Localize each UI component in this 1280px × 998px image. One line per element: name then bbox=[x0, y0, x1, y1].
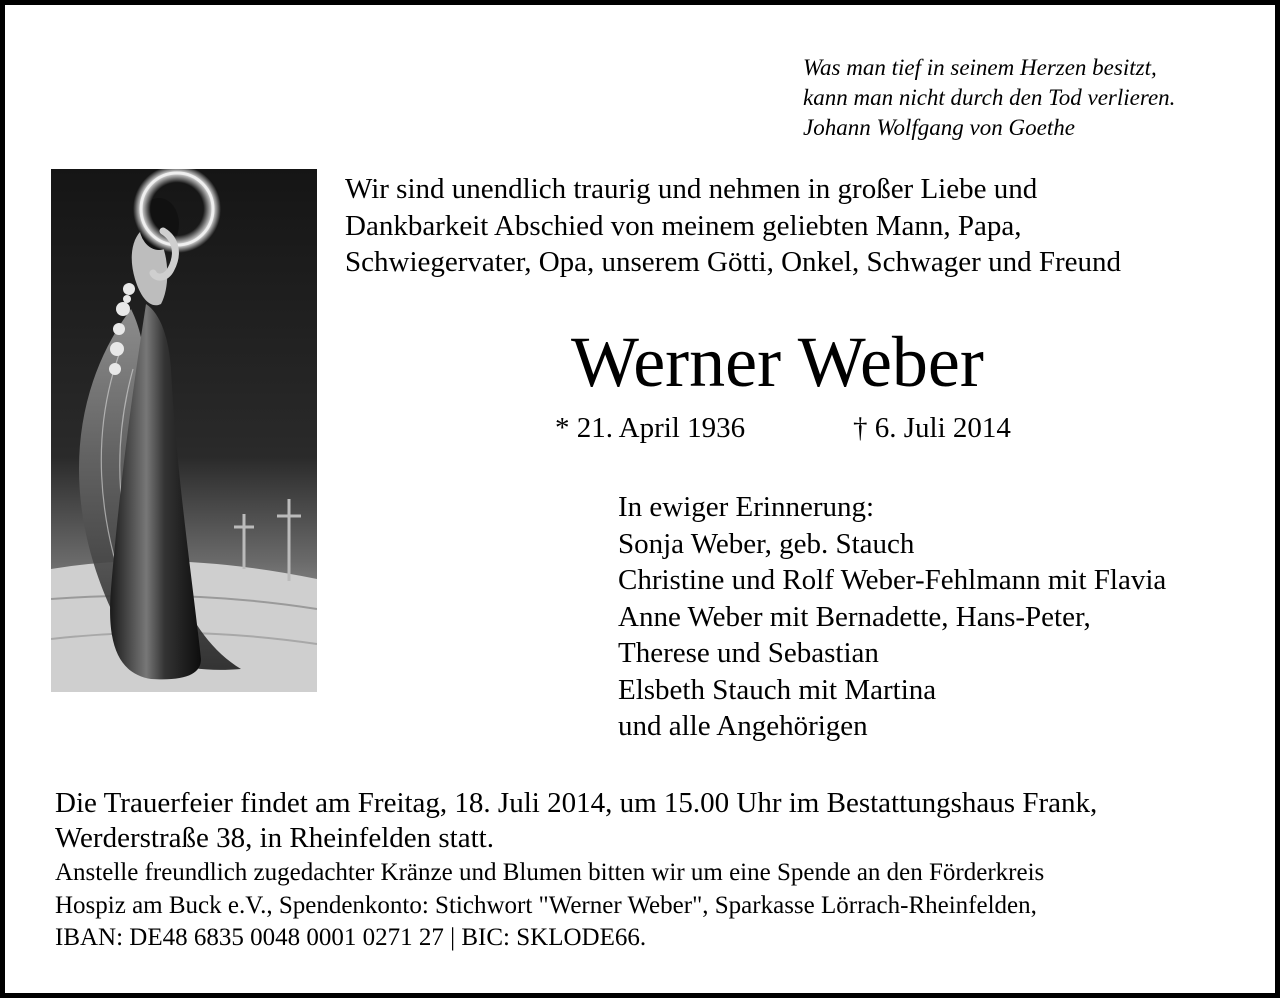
intro-line: Dankbarkeit Abschied von meinem geliebten Mann, Papa, bbox=[345, 209, 1022, 242]
ceremony-line: Die Trauerfeier findet am Freitag, 18. Juli 2014, um 15.00 Uhr im Bestattungshaus Frank, bbox=[55, 787, 1098, 819]
deceased-name: Werner Weber bbox=[571, 322, 984, 402]
family-member: Sonja Weber, geb. Stauch bbox=[618, 527, 915, 560]
ceremony-line: Werderstraße 38, in Rheinfelden statt. bbox=[55, 822, 494, 854]
donation-line: Hospiz am Buck e.V., Spendenkonto: Stichwort "Werner Weber", Sparkasse Lörrach-Rheinfelden, bbox=[55, 891, 1037, 919]
quote-line: kann man nicht durch den Tod verlieren. bbox=[803, 85, 1176, 110]
donation-line: Anstelle freundlich zugedachter Kränze und Blumen bitten wir um eine Spende an den Förderkreis bbox=[55, 859, 1045, 886]
bank-details: IBAN: DE48 6835 0048 0001 0271 27 | BIC: SKLODE66. bbox=[55, 924, 647, 951]
intro-line: Wir sind unendlich traurig und nehmen in großer Liebe und bbox=[345, 173, 1038, 205]
ceremony-notice bbox=[55, 786, 1097, 856]
quote-author: Johann Wolfgang von Goethe bbox=[803, 115, 1075, 140]
intro-line: Schwiegervater, Opa, unserem Götti, Onkel, Schwager und Freund bbox=[345, 246, 1121, 278]
family-member: und alle Angehörigen bbox=[618, 710, 868, 742]
family-member: Anne Weber mit Bernadette, Hans-Peter, bbox=[618, 600, 1091, 633]
family-member: Elsbeth Stauch mit Martina bbox=[618, 673, 937, 706]
quote-line: Was man tief in seinem Herzen besitzt, bbox=[803, 55, 1157, 80]
mourning-angel-image bbox=[51, 169, 317, 692]
birth-date: * 21. April 1936 bbox=[555, 412, 746, 444]
family-list bbox=[618, 489, 1166, 745]
goethe-quote bbox=[803, 53, 1175, 143]
family-member: Therese und Sebastian bbox=[618, 637, 879, 669]
family-member: Christine und Rolf Weber-Fehlmann mit Flavia bbox=[618, 564, 1167, 596]
death-date: † 6. Juli 2014 bbox=[853, 412, 1011, 444]
family-heading: In ewiger Erinnerung: bbox=[618, 491, 875, 523]
intro-text bbox=[345, 171, 1121, 281]
donation-notice bbox=[55, 857, 1044, 955]
